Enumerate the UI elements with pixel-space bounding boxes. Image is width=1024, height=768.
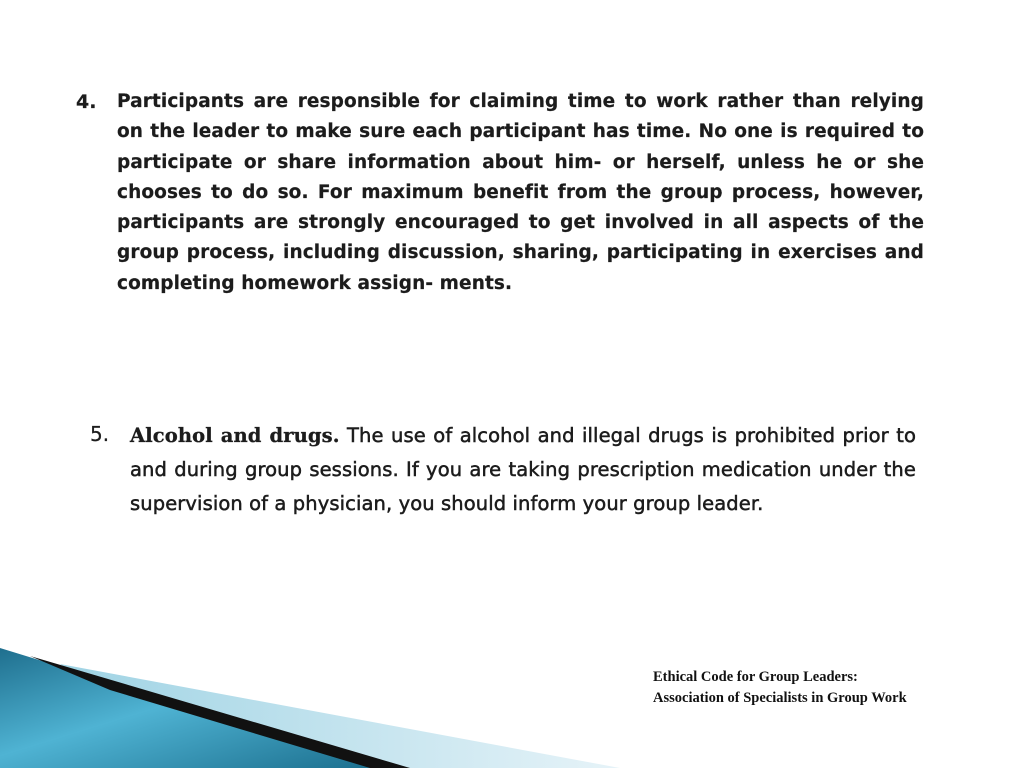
citation-line-2: Association of Specialists in Group Work: [653, 690, 907, 706]
item-number: 4.: [76, 91, 97, 113]
guideline-item-4: [76, 87, 924, 299]
citation-line-1: Ethical Code for Group Leaders:: [653, 669, 858, 685]
item-text: The use of alcohol and illegal drugs is prohibited prior to and during group sessions. If you are taking prescription medication under the supervision of a physician, you should inform your group leader.: [130, 424, 916, 515]
light-swoosh: [60, 664, 620, 768]
dark-swoosh: [30, 656, 410, 768]
item-number: 5.: [90, 422, 110, 446]
guideline-item-5: [90, 419, 916, 521]
teal-swoosh: [0, 648, 390, 768]
item-text: Participants are responsible for claiming time to work rather than relying on the leader to make sure each participant has time. No one is required to participate or share information about him- or herself, unless he or she chooses to do so. For maximum benefit from the group process, however, participants are strongly encouraged to get involved in all aspects of the group process, including discussion, sharing, participating in exercises and completing homework assign- ments.: [117, 91, 924, 294]
item-lead-in: Alcohol and drugs.: [130, 424, 340, 447]
item-text-container: [130, 419, 916, 521]
citation: [653, 667, 907, 709]
